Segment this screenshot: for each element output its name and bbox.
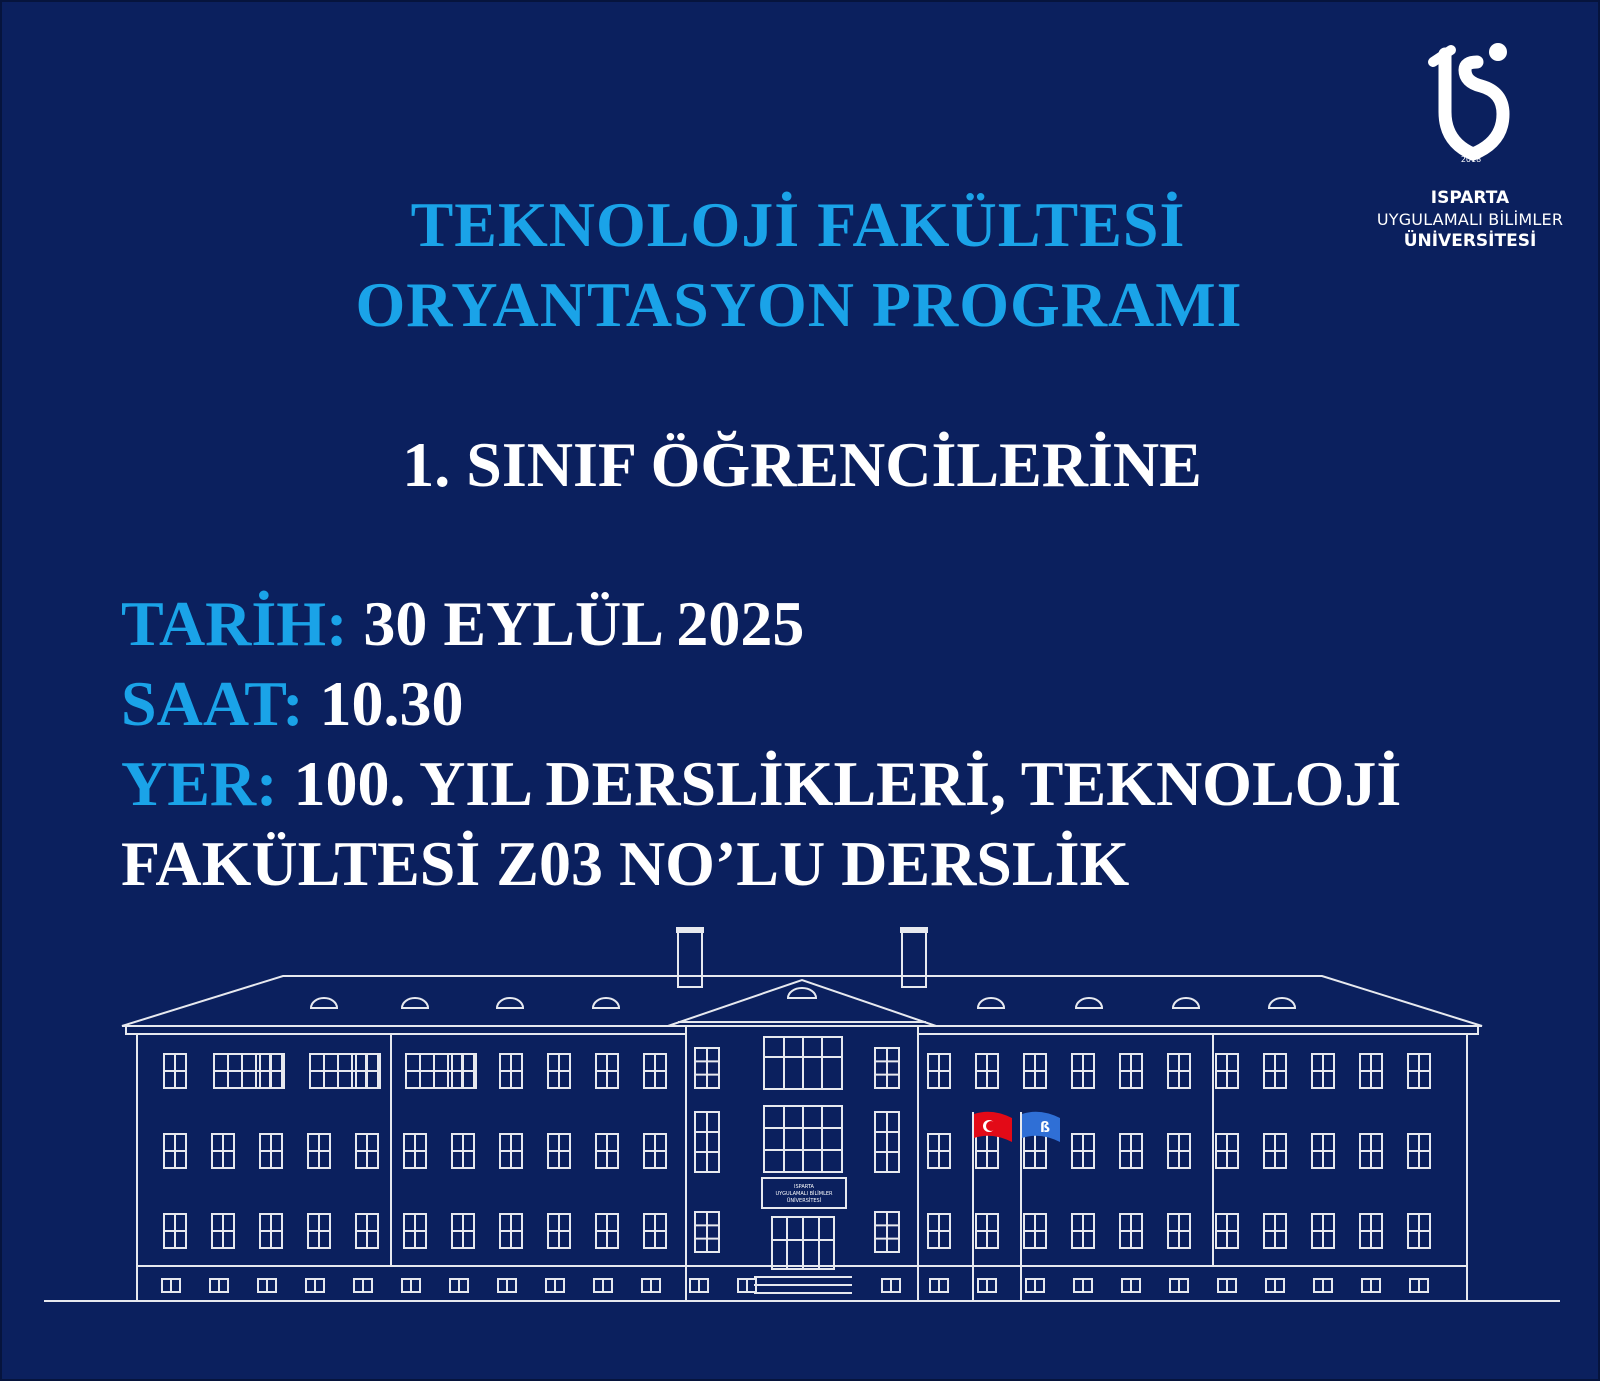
date-label: TARİH: — [121, 588, 348, 659]
place-value-1: 100. YIL DERSLİKLERİ, TEKNOLOJİ — [277, 748, 1402, 819]
place-line-1 — [121, 744, 1401, 824]
time-value: 10.30 — [303, 668, 464, 739]
audience-heading: 1. SINIF ÖĞRENCİLERİNE — [402, 429, 1202, 500]
logo-line-2: UYGULAMALI BİLİMLER — [1376, 210, 1564, 229]
svg-text:ß: ß — [1040, 1120, 1051, 1136]
time-label: SAAT: — [121, 668, 304, 739]
logo-line-3: ÜNİVERSİTESİ — [1403, 231, 1537, 251]
turkey-flag-icon — [974, 1112, 1012, 1142]
date-line — [121, 584, 804, 664]
place-label: YER: — [121, 748, 278, 819]
building-sign-line-2: UYGULAMALI BİLİMLER — [775, 1191, 833, 1197]
university-flag-icon — [1022, 1112, 1060, 1142]
building-illustration — [2, 917, 1600, 1317]
logo-line-1: ISPARTA — [1430, 188, 1510, 208]
time-line — [121, 664, 464, 744]
title-line-2: ORYANTASYON PROGRAMI — [355, 269, 1243, 340]
title-line-1: TEKNOLOJİ FAKÜLTESİ — [410, 189, 1186, 260]
place-line-2: FAKÜLTESİ Z03 NO’LU DERSLİK — [121, 828, 1130, 899]
university-emblem-icon — [1425, 42, 1515, 167]
date-value: 30 EYLÜL 2025 — [347, 588, 805, 659]
building-sign-line-1: ISPARTA — [794, 1184, 814, 1190]
logo-year: 2018 — [1460, 155, 1482, 164]
building-sign-line-3: ÜNİVERSİTESİ — [786, 1198, 822, 1204]
